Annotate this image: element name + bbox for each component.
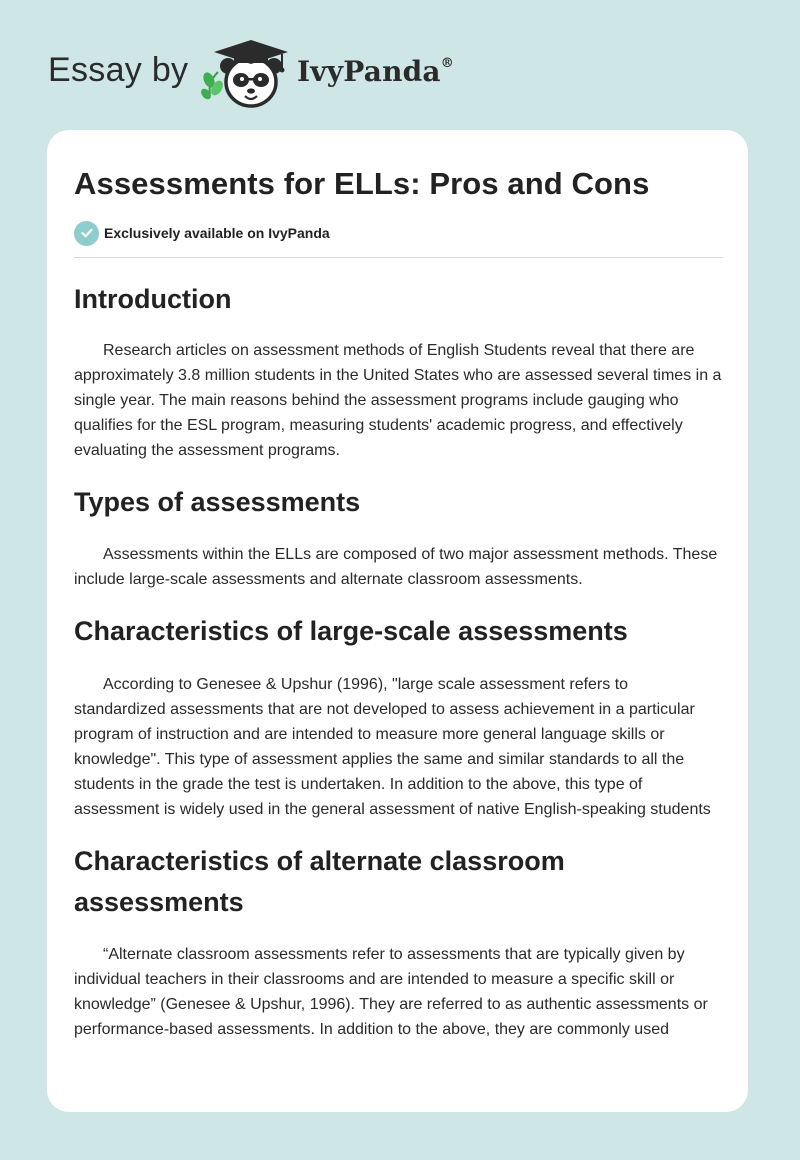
essay-by-label: Essay by [48, 51, 189, 89]
section-heading-large-scale: Characteristics of large-scale assessments [74, 616, 628, 646]
brand-name[interactable]: IvyPanda® [297, 55, 454, 88]
section-paragraph-alternate: “Alternate classroom assessments refer to assessments that are typically given by individual teachers in their classrooms and are intended to measure a specific skill or knowledge” (Genesee & Upshur, 1996). They are referred to as authentic assessments or performance-based assessments. In addition to the above, they are commonly used [74, 946, 708, 1038]
exclusive-badge-text: Exclusively available on IvyPanda [104, 225, 330, 241]
page-title: Assessments for ELLs: Pros and Cons [74, 166, 650, 201]
section-paragraph-large-scale: According to Genesee & Upshur (1996), "large scale assessment refers to standardized assessments that are not developed to assess achievement in a particular program of instruction and are intended to measure more general language skills or knowledge". This type of assessment applies the same and similar standards to all the students in the grade the test is undertaken. In addition to the above, this type of assessment is widely used in the general assessment of native English-speaking students [74, 676, 711, 818]
article-content [74, 164, 724, 1042]
site-header [0, 0, 800, 130]
section-heading-alternate: Characteristics of alternate classroom assessments [74, 846, 565, 917]
divider [74, 257, 723, 258]
panda-graduate-logo-icon[interactable] [200, 36, 296, 110]
article-card [47, 130, 748, 1112]
section-paragraph-types: Assessments within the ELLs are composed of two major assessment methods. These include large-scale assessments and alternate classroom assessments. [74, 546, 718, 588]
section-heading-introduction: Introduction [74, 284, 232, 314]
check-circle-icon [74, 221, 99, 246]
section-heading-types: Types of assessments [74, 487, 361, 517]
exclusive-badge [74, 220, 724, 246]
registered-mark: ® [440, 55, 454, 71]
section-paragraph-introduction: Research articles on assessment methods of English Students reveal that there are approximately 3.8 million students in the United States who are assessed several times in a single year. The main reasons behind the assessment programs include gauging who qualifies for the ESL program, measuring students' academic progress, and effectively evaluating the assessment programs. [74, 342, 722, 459]
